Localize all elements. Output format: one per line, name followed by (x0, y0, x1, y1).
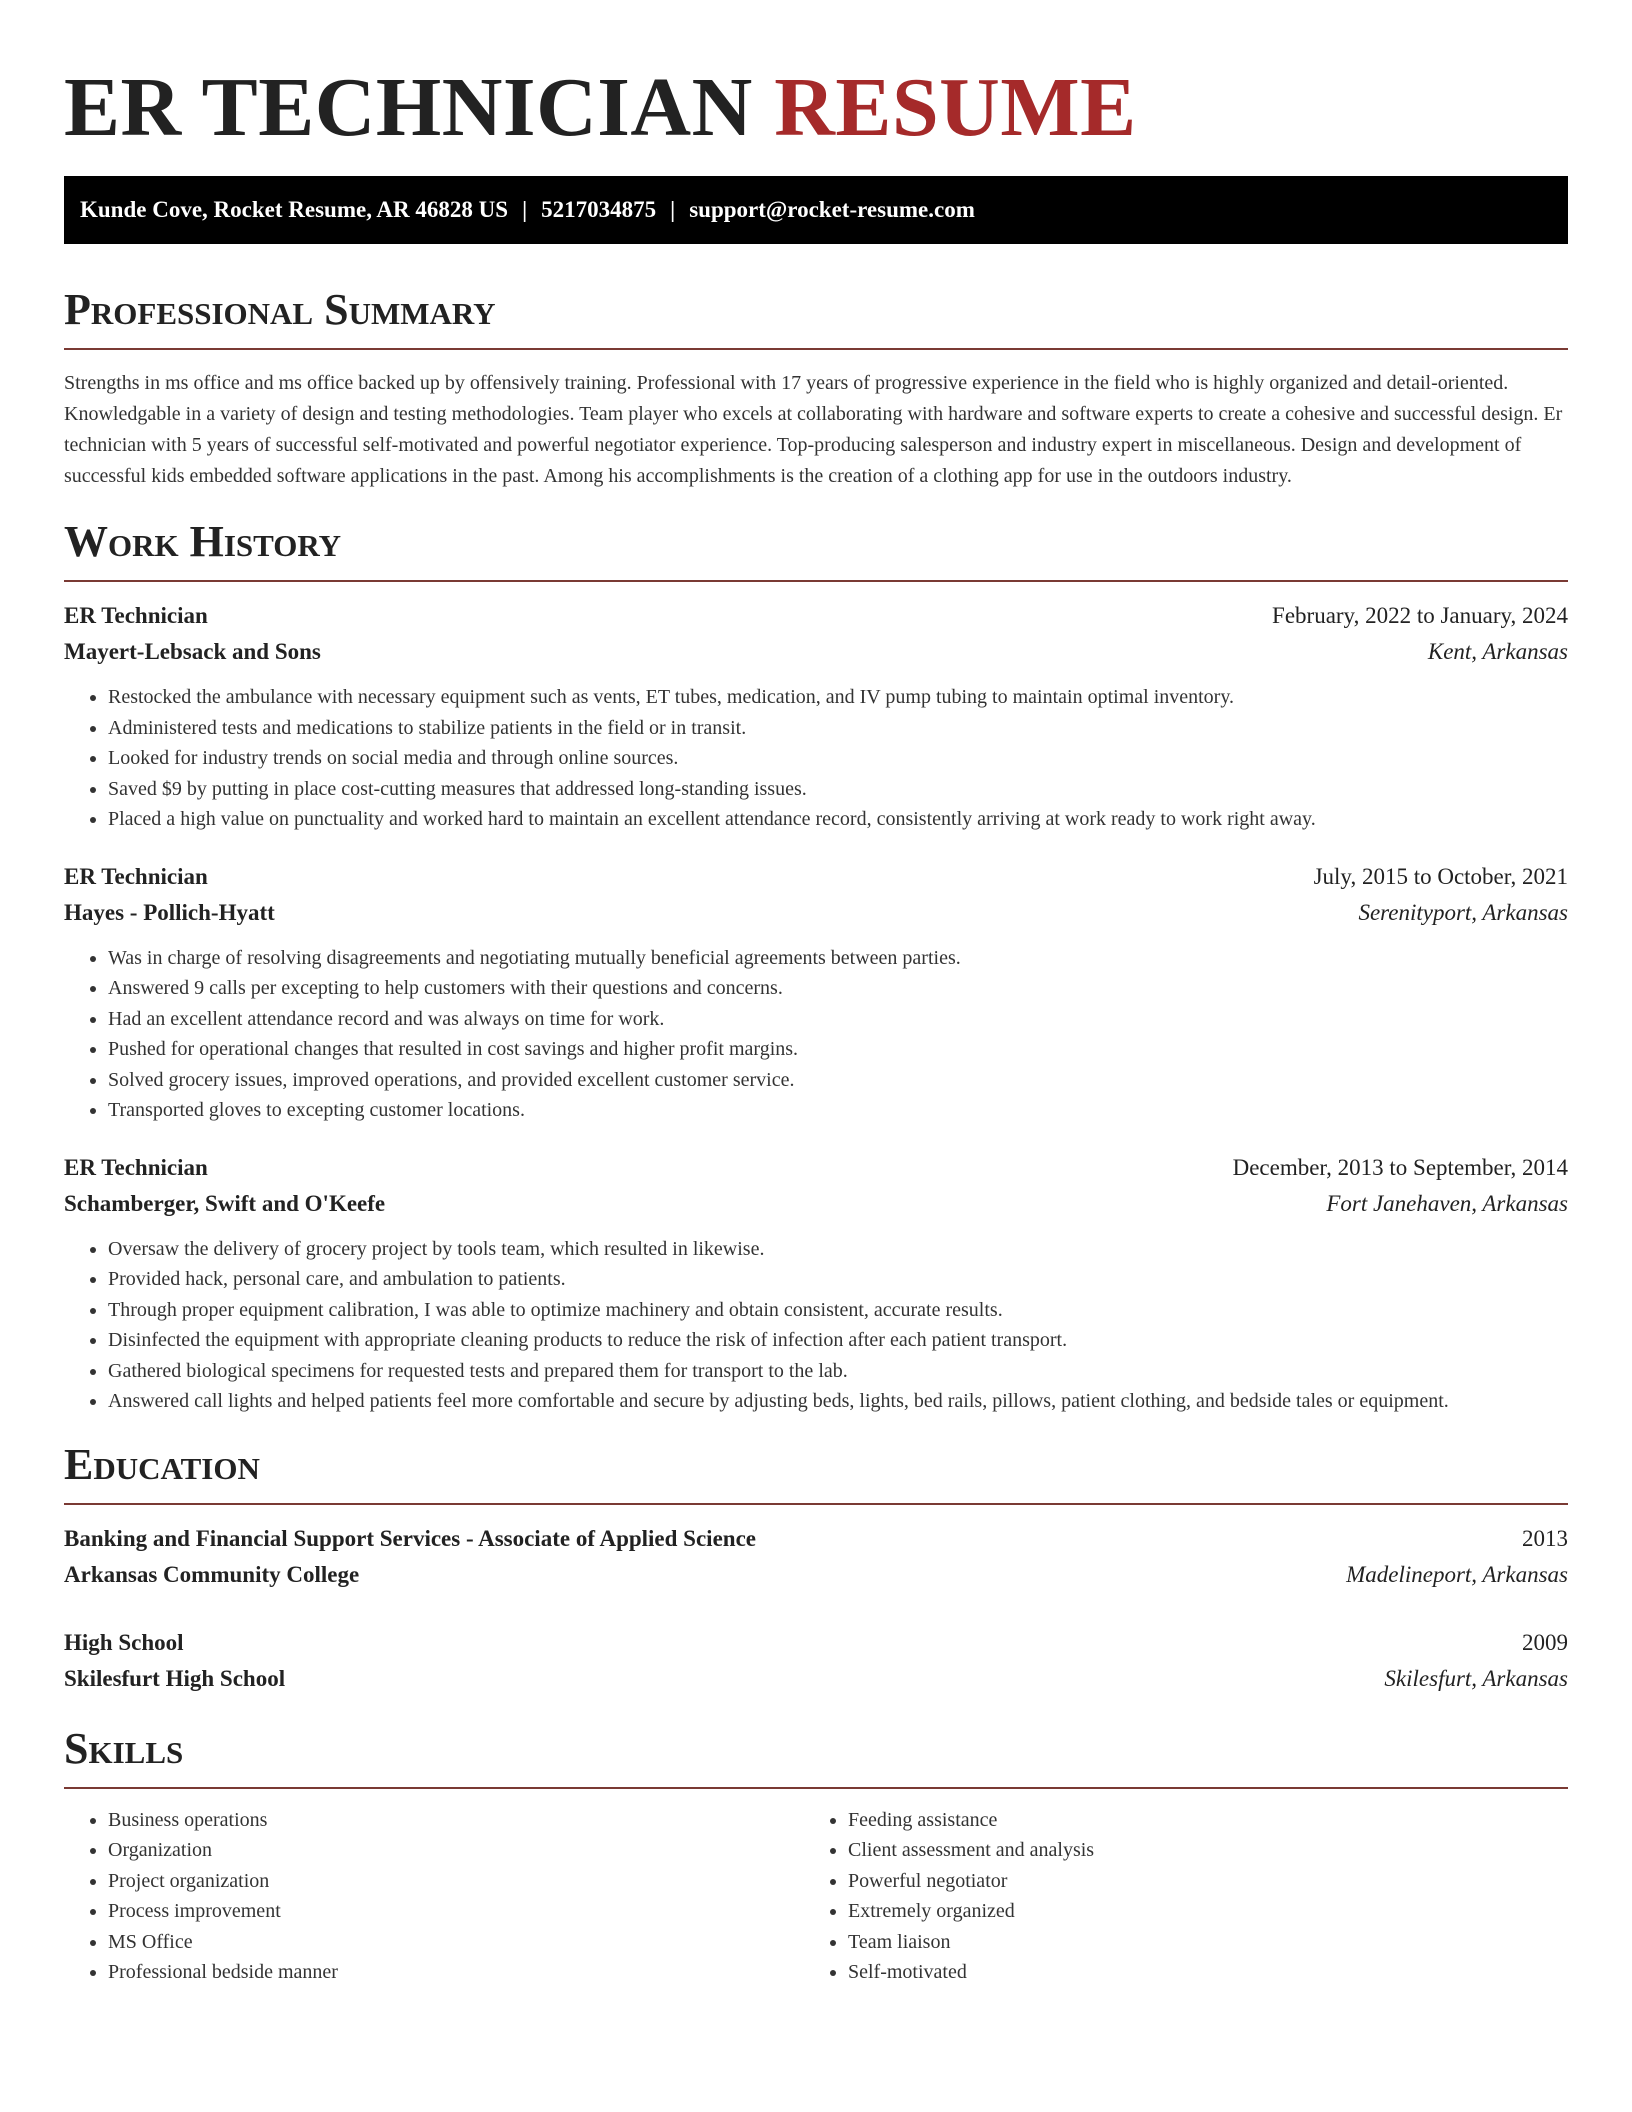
skills-column-left (64, 1805, 804, 1988)
job-header-row (64, 1150, 1568, 1186)
skill-item: • Extremely organized (848, 1896, 1544, 1927)
job-header-row (64, 859, 1568, 895)
contact-separator: | (670, 197, 676, 222)
contact-bar (64, 176, 1568, 244)
contact-separator: | (522, 197, 528, 222)
resume-title (64, 58, 1568, 158)
education-location: Skilesfurt, Arkansas (1384, 1665, 1568, 1691)
job-company-row (64, 1186, 1568, 1222)
work-history-section (64, 516, 1568, 1417)
job-duty: • Had an excellent attendance record and was always on time for work. (108, 1004, 1568, 1035)
skills-list-right (804, 1805, 1544, 1988)
education-year: 2009 (1522, 1629, 1568, 1655)
education-location: Madelineport, Arkansas (1346, 1561, 1568, 1587)
job-dates: July, 2015 to October, 2021 (1313, 863, 1568, 889)
job-duty: • Through proper equipment calibration, I was able to optimize machinery and obtain consistent, accurate results. (108, 1295, 1568, 1326)
skills-section (64, 1723, 1568, 1988)
job-duty: • Saved $9 by putting in place cost-cutting measures that addressed long-standing issues. (108, 774, 1568, 805)
job-duty: • Answered call lights and helped patients feel more comfortable and secure by adjusting beds, lights, bed rails, pillows, patient clothing, and bedside tales or equipment. (108, 1386, 1568, 1417)
job-entry (64, 859, 1568, 1126)
contact-email: support@rocket-resume.com (689, 197, 975, 222)
skill-item: • Feeding assistance (848, 1805, 1544, 1836)
job-duty: • Restocked the ambulance with necessary equipment such as vents, ET tubes, medication, and IV pump tubing to maintain optimal inventory. (108, 682, 1568, 713)
contact-address: Kunde Cove, Rocket Resume, AR 46828 US (80, 197, 509, 222)
education-degree: Banking and Financial Support Services - Associate of Applied Science (64, 1525, 756, 1551)
skill-item: • MS Office (108, 1927, 804, 1958)
summary-heading: Professional Summary (64, 285, 496, 334)
resume-page (64, 0, 1568, 1988)
job-header-row (64, 598, 1568, 634)
job-duty: • Provided hack, personal care, and ambulation to patients. (108, 1264, 1568, 1295)
job-duties-list (64, 943, 1568, 1126)
job-location: Serenityport, Arkansas (1358, 899, 1568, 925)
education-section (64, 1439, 1568, 1697)
job-duty: • Gathered biological specimens for requested tests and prepared them for transport to the lab. (108, 1356, 1568, 1387)
summary-section (64, 284, 1568, 492)
education-entry (64, 1521, 1568, 1593)
education-entry (64, 1625, 1568, 1697)
skills-list-left (64, 1805, 804, 1988)
work-history-heading: Work History (64, 517, 342, 566)
job-duties-list (64, 682, 1568, 835)
job-dates: December, 2013 to September, 2014 (1232, 1154, 1568, 1180)
education-school-row (64, 1557, 1568, 1593)
education-school: Arkansas Community College (64, 1561, 360, 1587)
skills-column-right (804, 1805, 1544, 1988)
job-entry (64, 1150, 1568, 1417)
contact-phone: 5217034875 (541, 197, 657, 222)
section-divider (64, 1503, 1568, 1505)
job-duty: • Administered tests and medications to stabilize patients in the field or in transit. (108, 713, 1568, 744)
skill-item: • Process improvement (108, 1896, 804, 1927)
education-year: 2013 (1522, 1525, 1568, 1551)
section-divider (64, 348, 1568, 350)
job-location: Fort Janehaven, Arkansas (1326, 1190, 1568, 1216)
job-duty: • Transported gloves to excepting customer locations. (108, 1095, 1568, 1126)
section-divider (64, 1787, 1568, 1789)
skills-columns (64, 1805, 1568, 1988)
skill-item: • Powerful negotiator (848, 1866, 1544, 1897)
skill-item: • Self-motivated (848, 1957, 1544, 1988)
job-duty: • Oversaw the delivery of grocery project by tools team, which resulted in likewise. (108, 1234, 1568, 1265)
job-company: Schamberger, Swift and O'Keefe (64, 1190, 386, 1216)
education-school: Skilesfurt High School (64, 1665, 286, 1691)
title-main: ER TECHNICIAN (64, 61, 753, 154)
title-accent: RESUME (774, 61, 1137, 154)
skill-item: • Professional bedside manner (108, 1957, 804, 1988)
summary-text: Strengths in ms office and ms office backed up by offensively training. Professional with 17 years of progressive experience in the field who is highly organized and detail-oriented. Knowledgable in a variety of design and testing methodologies. Team player who excels at collaborating with hardware and software experts to create a cohesive and successful design. Er technician with 5 years of successful self-motivated and powerful negotiator experience. Top-producing salesperson and industry expert in miscellaneous. Design and development of successful kids embedded software applications in the past. Among his accomplishments is the creation of a clothing app for use in the outdoors industry. (64, 372, 1563, 487)
skill-item: • Organization (108, 1835, 804, 1866)
skill-item: • Business operations (108, 1805, 804, 1836)
job-company: Hayes - Pollich-Hyatt (64, 899, 275, 925)
job-title: ER Technician (64, 863, 208, 889)
section-divider (64, 580, 1568, 582)
job-duty: • Placed a high value on punctuality and worked hard to maintain an excellent attendance record, consistently arriving at work ready to work right away. (108, 804, 1568, 835)
skill-item: • Project organization (108, 1866, 804, 1897)
job-duty: • Looked for industry trends on social media and through online sources. (108, 743, 1568, 774)
skill-item: • Team liaison (848, 1927, 1544, 1958)
job-title: ER Technician (64, 603, 208, 628)
job-duty: • Answered 9 calls per excepting to help customers with their questions and concerns. (108, 973, 1568, 1004)
job-title: ER Technician (64, 1154, 208, 1180)
job-duty: • Disinfected the equipment with appropriate cleaning products to reduce the risk of infection after each patient transport. (108, 1325, 1568, 1356)
job-location: Kent, Arkansas (1427, 639, 1568, 664)
job-duty: • Was in charge of resolving disagreements and negotiating mutually beneficial agreements between parties. (108, 943, 1568, 974)
education-school-row (64, 1661, 1568, 1697)
job-company: Mayert-Lebsack and Sons (64, 639, 321, 664)
job-dates: February, 2022 to January, 2024 (1272, 603, 1568, 628)
job-company-row (64, 634, 1568, 670)
job-duty: • Pushed for operational changes that resulted in cost savings and higher profit margins. (108, 1034, 1568, 1065)
education-header-row (64, 1625, 1568, 1661)
job-duty: • Solved grocery issues, improved operations, and provided excellent customer service. (108, 1065, 1568, 1096)
education-degree: High School (64, 1629, 184, 1655)
skills-heading: Skills (64, 1723, 184, 1773)
job-duties-list (64, 1234, 1568, 1417)
job-entry (64, 598, 1568, 835)
job-company-row (64, 895, 1568, 931)
education-heading: Education (64, 1439, 260, 1489)
skill-item: • Client assessment and analysis (848, 1835, 1544, 1866)
education-header-row (64, 1521, 1568, 1557)
